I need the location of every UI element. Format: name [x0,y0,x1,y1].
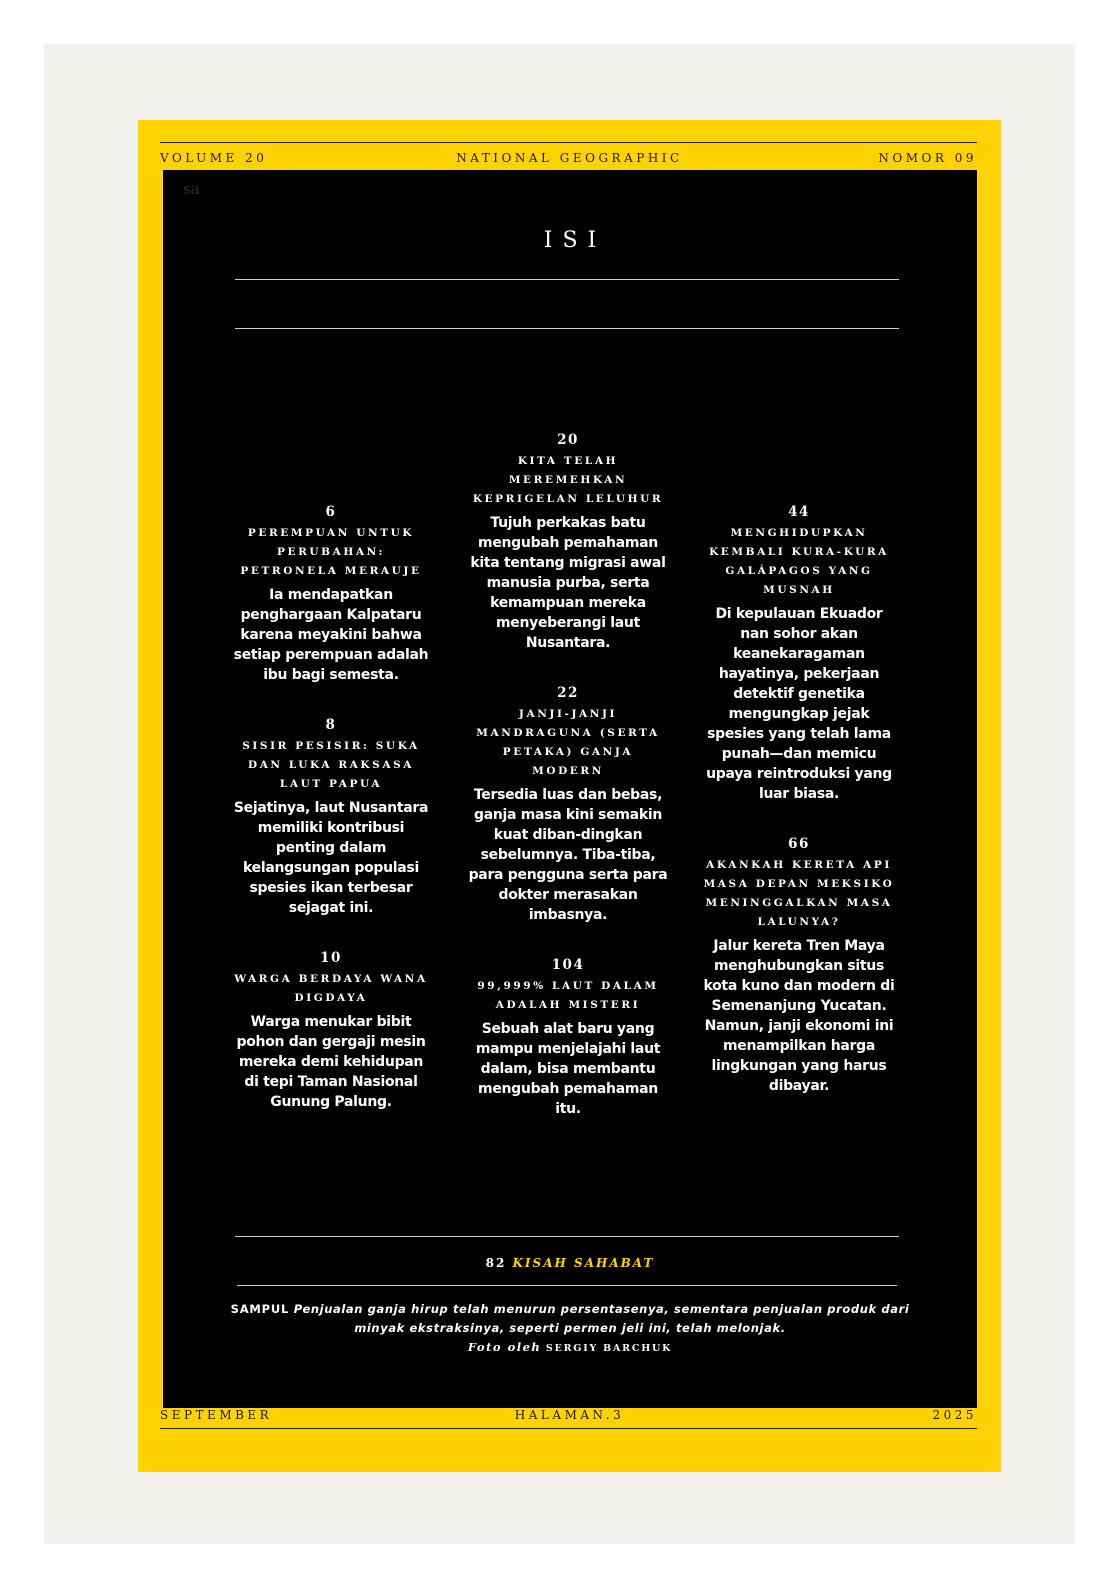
toc-page-number: 44 [788,504,810,520]
toc-entry[interactable] [468,432,668,653]
cover-label: SAMPUL [230,1302,290,1316]
toc-heading: JANJI-JANJI MANDRAGUNA (SERTA PETAKA) GANJA MODERN [476,708,660,777]
corner-mark: sa [183,180,200,198]
toc-page-number: 20 [557,432,579,448]
toc-entry[interactable] [699,836,899,1096]
toc-entry[interactable] [231,504,431,685]
toc-entry[interactable] [468,957,668,1119]
toc-heading: PEREMPUAN UNTUK PERUBAHAN: PETRONELA MERAUJE [240,527,422,577]
footer-page-number: HALAMAN.3 [514,1408,625,1422]
toc-page-number: 66 [788,836,810,852]
toc-description: Di kepulauan Ekuador nan sohor akan keanekaragaman hayatinya, pekerjaan detektif genetika mengungkap jejak spesies yang telah lama punah—dan memicu upaya reintroduksi yang luar biasa. [706,606,892,802]
photo-credit-label: Foto oleh [467,1340,542,1354]
toc-page-number: 22 [557,685,579,701]
toc-heading: MENGHIDUPKAN KEMBALI KURA-KURA GALÁPAGOS YANG MUSNAH [709,527,889,596]
page-title: ISI [543,228,607,253]
header-volume: VOLUME 20 [160,151,268,165]
highlight-label: KISAH SAHABAT [512,1256,655,1270]
contents-column-1 [231,504,431,1144]
toc-description: Sebuah alat baru yang mampu menjelajahi laut dalam, bisa membantu mengubah pemahaman itu. [475,1021,661,1117]
toc-heading: WARGA BERDAYA WANA DIGDAYA [234,973,428,1004]
toc-description: Tersedia luas dan bebas, ganja masa kini semakin kuat diban-dingkan sebelumnya. Tiba-tiba, para pengguna serta para dokter merasakan imbasnya. [468,787,668,923]
cover-caption [223,1300,917,1358]
highlight-page-number: 82 [485,1256,507,1270]
toc-entry[interactable] [468,685,668,925]
header-issue-number: NOMOR 09 [878,151,977,165]
highlight-rule-top [235,1236,899,1237]
header-rule [160,142,977,143]
contents-panel [163,170,977,1408]
toc-description: Tujuh perkakas batu mengubah pemahaman kita tentang migrasi awal manusia purba, serta kemampuan mereka menyeberangi laut Nusantara. [470,515,666,651]
highlight-rule-bottom [237,1285,897,1286]
toc-heading: SISIR PESISIR: SUKA DAN LUKA RAKSASA LAUT PAPUA [242,740,420,790]
title-rule-bottom [235,328,899,329]
toc-description: Jalur kereta Tren Maya menghubungkan situs kota kuno dan modern di Semenanjung Yucatan. Namun, janji ekonomi ini menampilkan harga lingkungan yang harus dibayar. [703,938,895,1094]
contents-column-3 [699,504,899,1128]
cover-text: Penjualan ganja hirup telah menurun persentasenya, sementara penjualan produk dari minyak ekstraksinya, seperti permen jeli ini, telah melonjak. [293,1302,910,1335]
footer-year: 2025 [932,1408,977,1422]
footer-month: SEPTEMBER [160,1408,273,1422]
toc-page-number: 104 [551,957,585,973]
toc-entry[interactable] [231,717,431,918]
photo-credit-name: SERGIY BARCHUK [545,1343,673,1354]
toc-entry[interactable] [699,504,899,804]
toc-description: Ia mendapatkan penghargaan Kalpataru karena meyakini bahwa setiap perempuan adalah ibu bagi semesta. [233,587,429,683]
toc-description: Warga menukar bibit pohon dan gergaji mesin mereka demi kehidupan di tepi Taman Nasional Gunung Palung. [236,1014,426,1110]
highlight-entry[interactable] [163,1256,977,1270]
contents-column-2 [468,432,668,1151]
header-magazine-name: NATIONAL GEOGRAPHIC [456,151,683,165]
toc-heading: KITA TELAH MEREMEHKAN KEPRIGELAN LELUHUR [472,455,664,505]
photo-credit [223,1338,917,1358]
toc-heading: 99,999% LAUT DALAM ADALAH MISTERI [477,980,659,1011]
toc-description: Sejatinya, laut Nusantara memiliki kontribusi penting dalam kelangsungan populasi spesies ikan terbesar sejagat ini. [233,800,429,916]
toc-page-number: 10 [320,950,342,966]
toc-entry[interactable] [231,950,431,1112]
toc-page-number: 6 [325,504,337,520]
title-rule-top [235,279,899,280]
toc-heading: AKANKAH KERETA API MASA DEPAN MEKSIKO MENINGGALKAN MASA LALUNYA? [703,859,895,928]
toc-page-number: 8 [325,717,337,733]
footer-rule [160,1428,977,1429]
